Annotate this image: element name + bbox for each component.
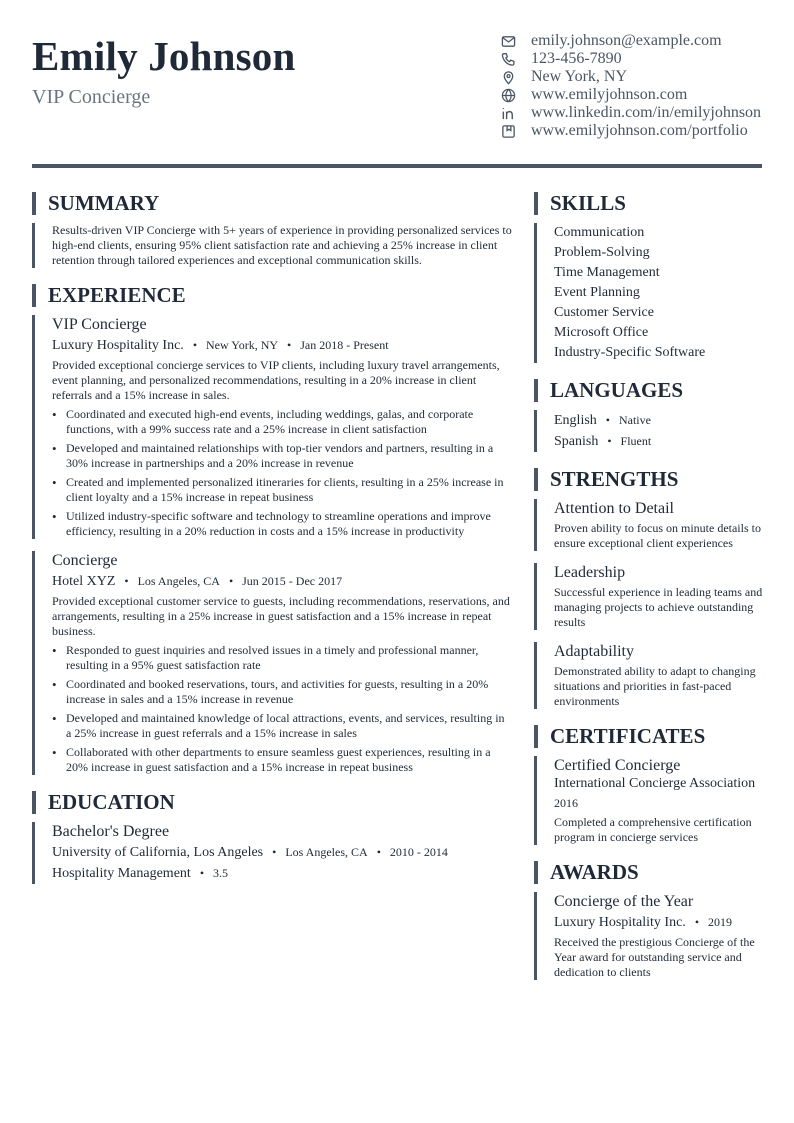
skill-item: Time Management (554, 265, 660, 280)
candidate-name: Emily Johnson (32, 33, 296, 79)
linkedin-icon (500, 105, 516, 121)
contact-email-text[interactable]: emily.johnson@example.com (531, 32, 722, 49)
education-dates: 2010 - 2014 (389, 845, 448, 859)
education-location: Los Angeles, CA (285, 845, 368, 859)
strength-name: Adaptability (554, 643, 634, 660)
language-level: Fluent (620, 434, 652, 448)
experience-entry (32, 551, 512, 775)
job-meta: Luxury Hospitality Inc. • New York, NY • Jan 2018 - Present (52, 338, 389, 353)
award-issuer: Luxury Hospitality Inc. (554, 915, 686, 930)
contact-linkedin[interactable] (500, 104, 762, 122)
skill-item: Customer Service (554, 305, 654, 320)
list-item: • Coordinated and booked reservations, tours, and activities for guests, resulting in a 20% increase in sales and a 15% increase in revenue (52, 677, 512, 707)
award-meta: Luxury Hospitality Inc. • 2019 (554, 915, 733, 930)
list-item: • Collaborated with other departments to ensure seamless guest experiences, resulting in a 20% increase in guest satisfaction and a 15% increase in repeat business (52, 745, 512, 775)
education-field-row: Hospitality Management • 3.5 (52, 866, 229, 881)
contact-list (500, 32, 762, 140)
contact-website-text[interactable]: www.emilyjohnson.com (531, 86, 688, 103)
certificates-heading: CERTIFICATES (534, 725, 764, 748)
education-school: University of California, Los Angeles (52, 845, 264, 860)
skill-item: Problem-Solving (554, 245, 650, 260)
skill-item: Microsoft Office (554, 325, 649, 340)
certificate-text: Completed a comprehensive certification program in concierge services (554, 815, 752, 844)
language-name: English (554, 413, 597, 428)
award-name: Concierge of the Year (554, 893, 694, 910)
candidate-title: VIP Concierge (32, 86, 151, 108)
education-heading: EDUCATION (32, 791, 512, 814)
certificate-year: 2016 (554, 796, 578, 810)
language-name: Spanish (554, 434, 599, 449)
list-item: • Responded to guest inquiries and resolved issues in a timely and professional manner, resulting in a 95% guest satisfaction rate (52, 643, 512, 673)
contact-phone-text[interactable]: 123-456-7890 (531, 50, 622, 67)
skills-heading: SKILLS (534, 192, 764, 215)
summary-heading: SUMMARY (32, 192, 512, 215)
contact-location (500, 68, 762, 86)
strength-item (534, 499, 764, 551)
education-gpa: 3.5 (213, 866, 229, 880)
education-meta: University of California, Los Angeles • Los Angeles, CA • 2010 - 2014 (52, 845, 448, 860)
award-item (534, 892, 764, 980)
left-column (32, 192, 512, 884)
skill-item: Industry-Specific Software (554, 345, 706, 360)
contact-email[interactable] (500, 32, 762, 50)
strength-text: Successful experience in leading teams and managing projects to achieve outstanding results (554, 585, 763, 629)
location-pin-icon (500, 69, 516, 85)
strength-item (534, 563, 764, 630)
job-role: Concierge (52, 552, 118, 569)
job-meta: Hotel XYZ • Los Angeles, CA • Jun 2015 - Dec 2017 (52, 574, 343, 589)
awards-heading: AWARDS (534, 861, 764, 884)
job-role: VIP Concierge (52, 316, 147, 333)
languages-heading: LANGUAGES (534, 379, 764, 402)
certificate-item (534, 756, 764, 845)
contact-portfolio[interactable] (500, 122, 762, 140)
languages-block (534, 410, 764, 452)
award-text: Received the prestigious Concierge of the Year award for outstanding service and dedication to clients (554, 935, 755, 979)
header-divider (32, 164, 762, 168)
skill-item: Communication (554, 225, 645, 240)
strength-text: Proven ability to focus on minute details to ensure exceptional client experiences (554, 521, 761, 550)
skills-block (534, 223, 764, 363)
list-item: • Developed and maintained knowledge of local attractions, events, and services, resulting in a 25% increase in guest referrals and a 15% increase in sales (52, 711, 512, 741)
job-company: Luxury Hospitality Inc. (52, 338, 184, 353)
language-item: Spanish • Fluent (554, 434, 652, 449)
list-item: • Developed and maintained relationships with top-tier vendors and partners, resulting in a 30% increase in partnerships and a 20% increase in revenue (52, 441, 512, 471)
list-item: • Coordinated and executed high-end events, including weddings, galas, and corporate functions, with a 99% success rate and a 25% increase in client satisfaction (52, 407, 512, 437)
experience-heading: EXPERIENCE (32, 284, 512, 307)
job-description: Provided exceptional customer service to guests, including recommendations, reservations, and arrangements, resulting in a 25% increase in guest satisfaction and a 15% increase in repeat business. (52, 594, 510, 638)
mail-icon (500, 33, 516, 49)
language-level: Native (618, 413, 651, 427)
portfolio-icon (500, 123, 516, 139)
phone-icon (500, 51, 516, 67)
certificate-name: Certified Concierge (554, 757, 681, 774)
job-bullets (52, 407, 512, 539)
skill-item: Event Planning (554, 285, 640, 300)
strength-name: Leadership (554, 564, 626, 581)
strength-text: Demonstrated ability to adapt to changing situations and priorities in fast-paced environments (554, 664, 756, 708)
experience-entry (32, 315, 512, 539)
job-location: Los Angeles, CA (137, 574, 220, 588)
resume-header (32, 30, 762, 150)
right-column (534, 192, 764, 980)
award-year: 2019 (708, 915, 733, 929)
strengths-heading: STRENGTHS (534, 468, 764, 491)
globe-icon (500, 87, 516, 103)
job-description: Provided exceptional concierge services to VIP clients, including luxury travel arrangements, event planning, and personalized recommendations, resulting in a 20% increase in client referrals and a 15% increase in sales. (52, 358, 500, 402)
list-item: • Utilized industry-specific software and technology to streamline operations and improve efficiency, resulting in a 20% reduction in costs and a 15% increase in productivity (52, 509, 512, 539)
job-company: Hotel XYZ (52, 574, 116, 589)
education-degree: Bachelor's Degree (52, 823, 170, 840)
job-location: New York, NY (206, 338, 279, 352)
job-dates: Jan 2018 - Present (300, 338, 389, 352)
strength-name: Attention to Detail (554, 500, 674, 517)
language-item: English • Native (554, 413, 651, 428)
education-entry (32, 822, 512, 884)
summary-block (32, 223, 512, 268)
contact-portfolio-text[interactable]: www.emilyjohnson.com/portfolio (531, 122, 748, 139)
list-item: • Created and implemented personalized itineraries for clients, resulting in a 25% increase in client loyalty and a 15% increase in repeat business (52, 475, 512, 505)
contact-linkedin-text[interactable]: www.linkedin.com/in/emilyjohnson (531, 104, 762, 121)
job-dates: Jun 2015 - Dec 2017 (242, 574, 343, 588)
contact-phone[interactable] (500, 50, 762, 68)
contact-location-text: New York, NY (531, 68, 628, 85)
job-bullets (52, 643, 512, 775)
contact-website[interactable] (500, 86, 762, 104)
certificate-issuer: International Concierge Association (554, 776, 756, 791)
strength-item (534, 642, 764, 709)
summary-text: Results-driven VIP Concierge with 5+ years of experience in providing personalized services to high-end clients, ensuring 95% client satisfaction rate and achieving a 25% increase in client retention through tailored experiences and exceptional communication skills. (52, 223, 512, 267)
education-field: Hospitality Management (52, 866, 191, 881)
